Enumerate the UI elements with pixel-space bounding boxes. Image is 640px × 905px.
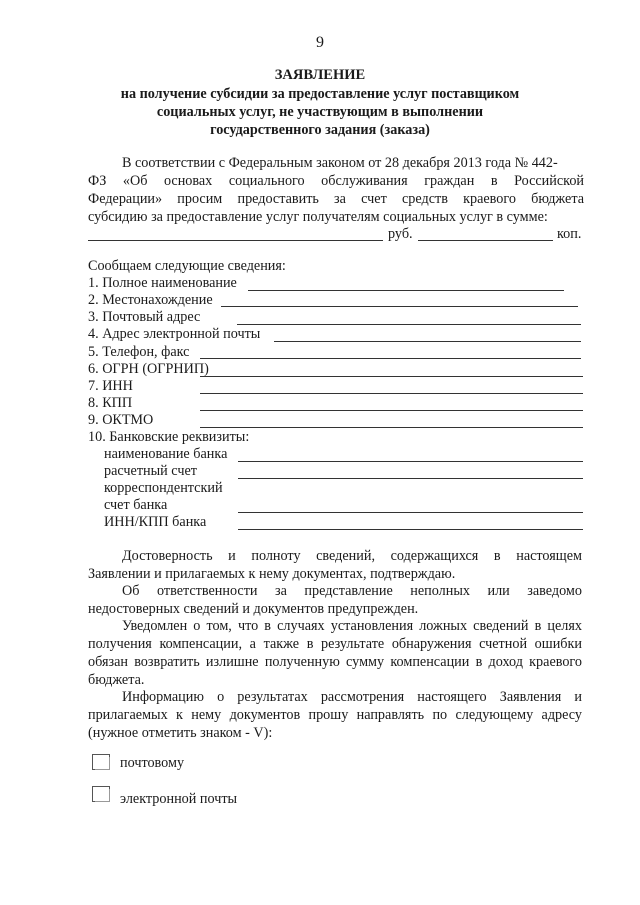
field-label-oktmo: 9. ОКТМО	[88, 412, 154, 428]
subtitle-line-2: социальных услуг, не участвующим в выполнении	[156, 104, 484, 120]
field-label-ogrn: 6. ОГРН (ОГРНИП)	[88, 361, 209, 377]
postal-option-label: почтовому	[120, 755, 185, 771]
paragraph-1-line-2: Заявлении и прилагаемых к нему документах, подтверждаю.	[88, 566, 456, 582]
field-ogrn-line[interactable]	[200, 376, 583, 377]
intro-line-4: субсидию за предоставление услуг получателям социальных услуг в сумме:	[88, 209, 548, 225]
bank-account-line[interactable]	[238, 478, 583, 479]
field-label-phone-fax: 5. Телефон, факс	[88, 344, 190, 360]
paragraph-4-line-3: (нужное отметить знаком - V):	[88, 725, 273, 741]
subtitle-line-3: государственного задания (заказа)	[210, 122, 430, 138]
intro-line-2: ФЗ «Об основах социального обслуживания граждан в Российской	[88, 173, 584, 189]
intro-line-3: Федерации» просим предоставить за счет средств краевого бюджета	[88, 191, 584, 207]
bank-label-name: наименование банка	[104, 446, 228, 462]
amount-kop-field[interactable]	[418, 240, 553, 241]
field-kpp-line[interactable]	[200, 410, 583, 411]
info-heading: Сообщаем следующие сведения:	[88, 258, 286, 274]
bank-label-correspondent-account: счет банка	[104, 497, 168, 513]
field-label-inn: 7. ИНН	[88, 378, 133, 394]
field-label-email: 4. Адрес электронной почты	[88, 326, 261, 342]
postal-option-checkbox[interactable]	[92, 754, 110, 770]
rub-label: руб.	[388, 226, 413, 242]
field-full-name-line[interactable]	[248, 290, 564, 291]
bank-name-line[interactable]	[238, 461, 583, 462]
paragraph-4-line-2: прилагаемых к нему документов прошу направлять по следующему адресу	[88, 707, 582, 723]
paragraph-3-line-3: обязан возвратить излишне полученную сумму компенсации в доход краевого	[88, 654, 582, 670]
field-postal-address-line[interactable]	[237, 324, 581, 325]
field-email-line[interactable]	[274, 341, 581, 342]
paragraph-2-line-2: недостоверных сведений и документов предупрежден.	[88, 601, 419, 617]
email-option-checkbox[interactable]	[92, 786, 110, 802]
document-title: ЗАЯВЛЕНИЕ	[274, 67, 366, 83]
field-location-line[interactable]	[221, 306, 578, 307]
email-option-label: электронной почты	[120, 791, 238, 807]
paragraph-4-line-1: Информацию о результатах рассмотрения настоящего Заявления и	[122, 689, 582, 705]
field-label-kpp: 8. КПП	[88, 395, 133, 411]
bank-correspondent-account-line[interactable]	[238, 512, 583, 513]
field-oktmo-line[interactable]	[200, 427, 583, 428]
bank-label-correspondent: корреспондентский	[104, 480, 223, 496]
page-number: 9	[316, 34, 324, 51]
bank-label-inn-kpp: ИНН/КПП банка	[104, 514, 207, 530]
field-label-location: 2. Местонахождение	[88, 292, 213, 308]
paragraph-1-line-1: Достоверность и полноту сведений, содержащихся в настоящем	[122, 548, 582, 564]
paragraph-3-line-2: получения компенсации, а также в результате обнаружения счетной ошибки	[88, 636, 582, 652]
kop-label: коп.	[557, 226, 582, 242]
subtitle-line-1: на получение субсидии за предоставление услуг поставщиком	[120, 86, 520, 102]
paragraph-3-line-1: Уведомлен о том, что в случаях установления ложных сведений в целях	[122, 618, 582, 634]
field-inn-line[interactable]	[200, 393, 583, 394]
intro-line-1: В соответствии с Федеральным законом от 28 декабря 2013 года № 442-	[122, 155, 558, 171]
field-phone-fax-line[interactable]	[200, 358, 581, 359]
bank-inn-kpp-line[interactable]	[238, 529, 583, 530]
field-label-postal-address: 3. Почтовый адрес	[88, 309, 201, 325]
paragraph-2-line-1: Об ответственности за представление неполных или заведомо	[122, 583, 582, 599]
paragraph-3-line-4: бюджета.	[88, 672, 145, 688]
bank-label-account: расчетный счет	[104, 463, 197, 479]
field-label-full-name: 1. Полное наименование	[88, 275, 237, 291]
amount-rub-field[interactable]	[88, 240, 383, 241]
field-label-bank-details: 10. Банковские реквизиты:	[88, 429, 250, 445]
